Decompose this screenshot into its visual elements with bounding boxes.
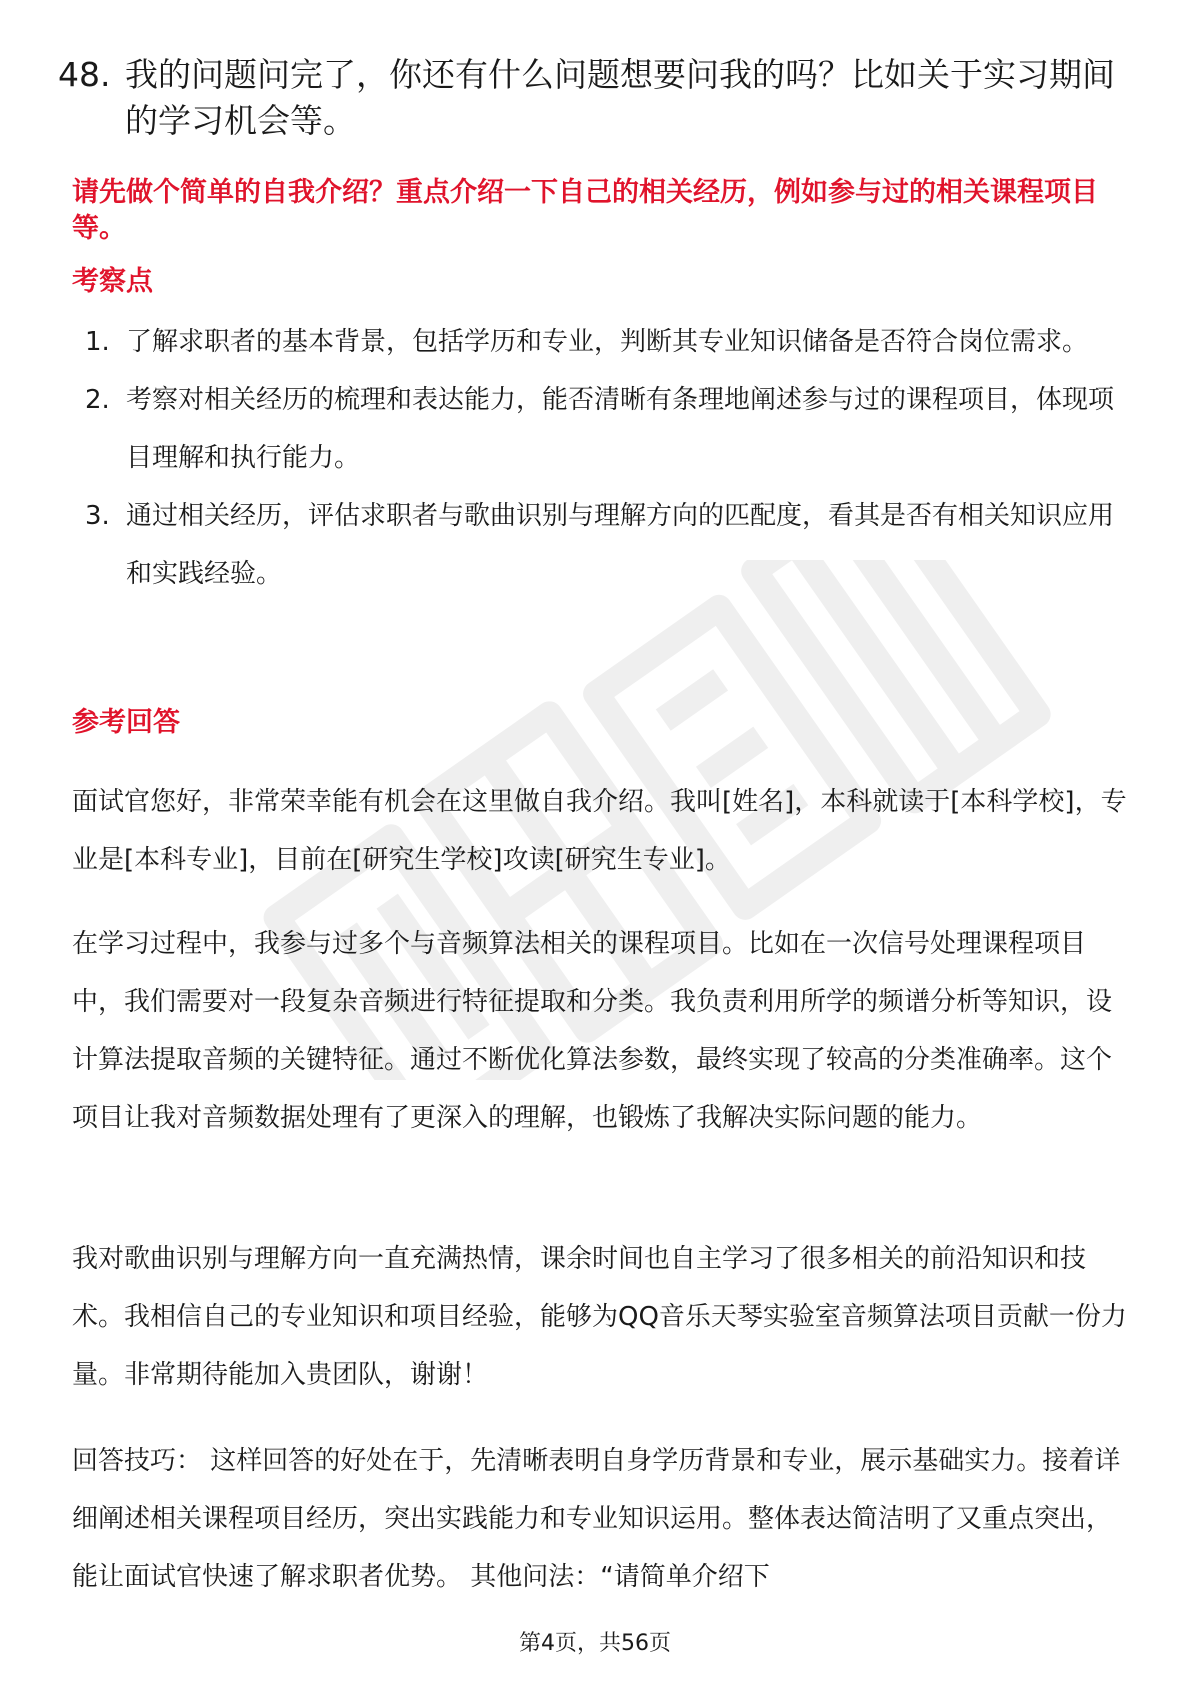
list-item-text: 了解求职者的基本背景，包括学历和专业，判断其专业知识储备是否符合岗位需求。: [126, 327, 1089, 357]
answer-paragraph: 在学习过程中，我参与过多个与音频算法相关的课程项目。比如在一次信号处理课程项目中，我们需要对一段复杂音频进行特征提取和分类。我负责利用所学的频谱分析等知识，设计算法提取音频的关键特征。通过不断优化算法参数，最终实现了较高的分类准确率。这个项目让我对音频数据处理有了更深入的理解，也锻炼了我解决实际问题的能力。: [72, 929, 1113, 1133]
sub-question: 请先做个简单的自我介绍？重点介绍一下自己的相关经历，例如参与过的相关课程项目等。: [72, 177, 1098, 244]
points-list: [0, 313, 1190, 603]
list-item-number: 3.: [85, 501, 110, 531]
list-item-text: 通过相关经历，评估求职者与歌曲识别与理解方向的匹配度，看其是否有相关知识应用和实践经验。: [126, 501, 1115, 589]
question-heading: [58, 52, 1118, 144]
answer-tips-paragraph: 回答技巧： 这样回答的好处在于，先清晰表明自身学历背景和专业，展示基础实力。接着详细阐述相关课程项目经历，突出实践能力和专业知识运用。整体表达简洁明了又重点突出，能让面试官快速了解求职者优势。 其他问法：“请简单介绍下: [72, 1446, 1121, 1592]
list-item: [0, 313, 1190, 371]
question-number: 48.: [58, 55, 111, 94]
question-text: 我的问题问完了，你还有什么问题想要问我的吗？比如关于实习期间的学习机会等。: [125, 55, 1115, 140]
answer-paragraph: 面试官您好，非常荣幸能有机会在这里做自我介绍。我叫[姓名]，本科就读于[本科学校]，专业是[本科专业]，目前在[研究生学校]攻读[研究生专业]。: [72, 787, 1127, 875]
page-footer: 第4页，共56页: [519, 1631, 671, 1656]
answer-paragraph: 我对歌曲识别与理解方向一直充满热情，课余时间也自主学习了很多相关的前沿知识和技术。我相信自己的专业知识和项目经验，能够为QQ音乐天琴实验室音频算法项目贡献一份力量。非常期待能加入贵团队，谢谢！: [72, 1244, 1127, 1390]
section-label-answer: 参考回答: [72, 707, 180, 738]
list-item-number: 1.: [85, 327, 110, 357]
list-item-number: 2.: [85, 385, 110, 415]
list-item-text: 考察对相关经历的梳理和表达能力，能否清晰有条理地阐述参与过的课程项目，体现项目理解和执行能力。: [126, 385, 1115, 473]
list-item: [0, 371, 1190, 487]
section-label-points: 考察点: [72, 266, 153, 297]
list-item: [0, 487, 1190, 603]
